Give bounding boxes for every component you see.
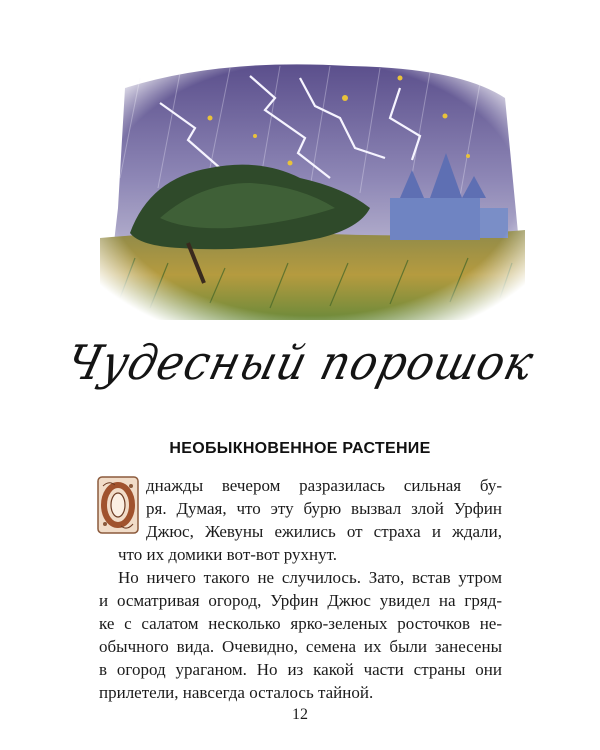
- paragraph2-line-2: и осматривая огород, Урфин Джюс увидел на гряд-: [99, 591, 502, 610]
- paragraph1-line-1: днажды вечером разразилась сильная бу-: [146, 476, 502, 495]
- paragraph2-line-6: прилетели, навсегда осталось тайной.: [99, 683, 374, 702]
- paragraph1-line-3: Джюс, Жевуны ежились от страха и ждали,: [146, 522, 502, 541]
- paragraph2-line-1: Но ничего такого не случилось. Зато, встав утром: [118, 568, 502, 587]
- paragraph2-line-4: обычного вида. Очевидно, семена их были занесены: [99, 637, 502, 656]
- section-heading: НЕОБЫКНОВЕННОЕ РАСТЕНИЕ: [169, 440, 431, 457]
- paragraph1-line-4: что их домики вот-вот рухнут.: [118, 545, 338, 564]
- paragraph2-line-3: ке с салатом несколько ярко-зеленых росточков не-: [99, 614, 502, 633]
- paragraph2-line-5: в огород ураганом. Но из какой части страны они: [99, 660, 502, 679]
- storm-landscape-illustration: [100, 58, 525, 320]
- paragraph1-line-2: ря. Думая, что эту бурю вызвал злой Урфин: [146, 499, 502, 518]
- chapter-title: Чудесный порошок: [60, 335, 540, 392]
- page-number: 12: [292, 706, 308, 723]
- dropcap-letter-o: [97, 476, 139, 534]
